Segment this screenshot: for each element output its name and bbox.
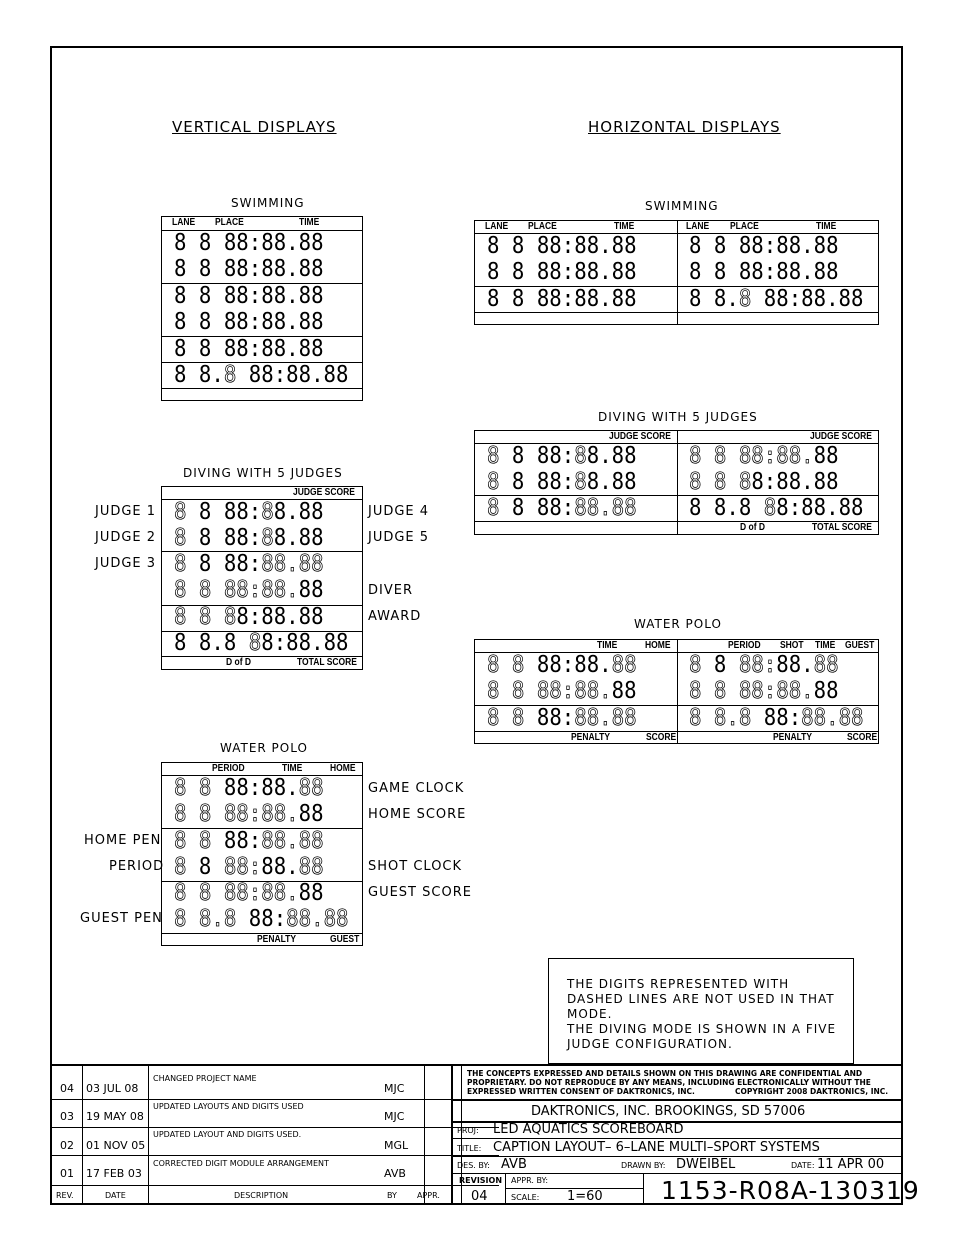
des-by-label: DES. BY:	[457, 1161, 490, 1170]
cap-time: TIME	[299, 217, 320, 228]
display-row: 8 8 88:88.88	[689, 443, 839, 469]
v-diving-header: DIVING WITH 5 JUDGES	[183, 466, 343, 480]
cap-penalty: PENALTY	[571, 732, 611, 743]
display-row: 8 8 88:88.88	[487, 233, 637, 259]
v-polo-panel	[161, 762, 363, 946]
cap-lane: LANE	[172, 217, 196, 228]
cap-total-score: TOTAL SCORE	[812, 522, 872, 533]
drawing-number: 1153-R08A-130319	[661, 1176, 920, 1205]
cap-judge-score: JUDGE SCORE	[609, 431, 671, 442]
cap-time: TIME	[282, 763, 303, 774]
cap-d-of-d: D of D	[226, 657, 252, 668]
display-row: 8 8 88:88.88	[487, 259, 637, 285]
label-award: AWARD	[368, 609, 422, 624]
rev-description: CORRECTED DIGIT MODULE ARRANGEMENT	[153, 1159, 329, 1168]
cap-lane: LANE	[686, 221, 710, 232]
display-row: 8 8 88:88.88	[689, 469, 839, 495]
display-row: 8 8 88:88.88	[174, 828, 324, 854]
rev-date: 17 FEB 03	[86, 1167, 142, 1180]
cap-penalty: PENALTY	[257, 934, 297, 945]
display-row: 8 8.8 88:88.88	[174, 630, 349, 656]
label-judge3: JUDGE 3	[95, 556, 157, 571]
rev-header-by: BY	[387, 1191, 397, 1200]
h-polo-panel	[474, 639, 879, 744]
display-row: 8 8 88:88.88	[689, 233, 839, 259]
rev-description: UPDATED LAYOUT AND DIGITS USED.	[153, 1130, 302, 1139]
rev-header-date: DATE	[105, 1191, 126, 1200]
display-row: 8 8 88:88.88	[174, 604, 324, 630]
rev-description: UPDATED LAYOUTS AND DIGITS USED	[153, 1102, 304, 1111]
cap-time: TIME	[815, 640, 836, 651]
drawing-title: CAPTION LAYOUT– 6–LANE MULTI–SPORT SYSTEMS	[493, 1140, 820, 1155]
cap-place: PLACE	[730, 221, 759, 232]
h-waterpolo-header: WATER POLO	[634, 617, 722, 631]
rev-date: 19 MAY 08	[86, 1110, 144, 1123]
label-home-score: HOME SCORE	[368, 807, 467, 822]
cap-home: HOME	[645, 640, 671, 651]
rev-header-appr: APPR.	[417, 1191, 440, 1200]
label-period: PERIOD	[109, 859, 165, 874]
cap-judge-score: JUDGE SCORE	[293, 487, 355, 498]
cap-score: SCORE	[646, 732, 677, 743]
rev-by: MJC	[384, 1082, 405, 1095]
rev-description: CHANGED PROJECT NAME	[153, 1074, 257, 1083]
rev-number: 01	[60, 1167, 74, 1180]
horizontal-displays-title: HORIZONTAL DISPLAYS	[588, 118, 781, 136]
display-row: 8 8 88:88.88	[689, 678, 839, 704]
rev-by: MJC	[384, 1110, 405, 1123]
legend-note	[548, 958, 854, 1064]
display-row: 8 8 88:88.88	[174, 283, 324, 309]
title-block	[451, 1064, 920, 1205]
label-shot-clock: SHOT CLOCK	[368, 859, 463, 874]
scale-label: SCALE:	[511, 1193, 540, 1202]
cap-judge-score: JUDGE SCORE	[810, 431, 872, 442]
label-home-pen: HOME PEN	[84, 833, 162, 848]
label-diver: DIVER	[368, 583, 413, 598]
label-judge2: JUDGE 2	[95, 530, 157, 545]
h-dive-panel	[474, 430, 879, 535]
cap-place: PLACE	[215, 217, 244, 228]
appr-by-label: APPR. BY:	[511, 1176, 549, 1185]
drawing-date: 11 APR 00	[817, 1157, 885, 1172]
cap-shot: SHOT	[780, 640, 804, 651]
drawn-by-label: DRAWN BY:	[621, 1161, 666, 1170]
display-row: 8 8 88:88.88	[174, 256, 324, 282]
rev-by: AVB	[384, 1167, 406, 1180]
display-row: 8 8 88:88.88	[174, 551, 324, 577]
display-row: 8 8.8 88:88.88	[689, 705, 864, 731]
display-row: 8 8 88:88.88	[174, 880, 324, 906]
project-name: LED AQUATICS SCOREBOARD	[493, 1122, 684, 1137]
display-row: 8 8 88:88.88	[487, 443, 637, 469]
cap-guest: GUEST	[330, 934, 360, 945]
display-row: 8 8.8 88:88.88	[174, 906, 349, 932]
label-judge5: JUDGE 5	[368, 530, 430, 545]
h-swimming-header: SWIMMING	[645, 199, 719, 213]
label-guest-score: GUEST SCORE	[368, 885, 472, 900]
display-row: 8 8 88:88.88	[487, 495, 637, 521]
h-swim-panel	[474, 220, 879, 325]
display-row: 8 8 88:88.88	[174, 336, 324, 362]
title-label: TITLE:	[457, 1144, 482, 1153]
vertical-displays-title: VERTICAL DISPLAYS	[172, 118, 337, 136]
display-row: 8 8 88:88.88	[174, 801, 324, 827]
cap-penalty: PENALTY	[773, 732, 813, 743]
cap-time: TIME	[597, 640, 618, 651]
cap-lane: LANE	[485, 221, 509, 232]
note-dashed-digits: THE DIGITS REPRESENTED WITH DASHED LINES ARE NOT USED IN THAT MODE.	[567, 977, 835, 1021]
display-row: 8 8 88:88.88	[174, 309, 324, 335]
v-dive-panel	[161, 486, 363, 670]
date-label: DATE:	[791, 1161, 815, 1170]
revision-number: 04	[471, 1189, 488, 1204]
copyright: COPYRIGHT 2008 DAKTRONICS, INC.	[735, 1087, 889, 1096]
display-row: 8 8.8 88:88.88	[689, 286, 864, 312]
display-row: 8 8 88:88.88	[487, 286, 637, 312]
rev-by: MGL	[384, 1139, 409, 1152]
rev-number: 03	[60, 1110, 74, 1123]
label-judge4: JUDGE 4	[368, 504, 430, 519]
label-guest-pen: GUEST PEN	[80, 911, 163, 926]
cap-period: PERIOD	[728, 640, 761, 651]
revision-label: REVISION	[459, 1176, 503, 1185]
company-address: DAKTRONICS, INC. BROOKINGS, SD 57006	[531, 1104, 806, 1119]
display-row: 8 8 88:88.88	[174, 499, 324, 525]
display-row: 8 8.8 88:88.88	[689, 495, 864, 521]
display-row: 8 8 88:88.88	[174, 230, 324, 256]
display-row: 8 8.8 88:88.88	[174, 362, 349, 388]
cap-home: HOME	[330, 763, 356, 774]
cap-time: TIME	[614, 221, 635, 232]
designed-by: AVB	[501, 1157, 527, 1172]
rev-number: 04	[60, 1082, 74, 1095]
label-judge1: JUDGE 1	[95, 504, 157, 519]
label-game-clock: GAME CLOCK	[368, 781, 465, 796]
display-row: 8 8 88:88.88	[174, 525, 324, 551]
v-swimming-header: SWIMMING	[231, 196, 305, 210]
display-row: 8 8 88:88.88	[487, 652, 637, 678]
v-swim-panel	[161, 216, 363, 401]
display-row: 8 8 88:88.88	[689, 259, 839, 285]
v-waterpolo-header: WATER POLO	[220, 741, 308, 755]
h-diving-header: DIVING WITH 5 JUDGES	[598, 410, 758, 424]
rev-header-description: DESCRIPTION	[234, 1191, 289, 1200]
display-row: 8 8 88:88.88	[174, 854, 324, 880]
cap-guest: GUEST	[845, 640, 875, 651]
display-row: 8 8 88:88.88	[174, 775, 324, 801]
display-row: 8 8 88:88.88	[487, 705, 637, 731]
note-diving-mode: THE DIVING MODE IS SHOWN IN A FIVE JUDGE CONFIGURATION.	[567, 1022, 837, 1051]
cap-score: SCORE	[847, 732, 878, 743]
rev-number: 02	[60, 1139, 74, 1152]
cap-total-score: TOTAL SCORE	[297, 657, 357, 668]
rev-date: 03 JUL 08	[86, 1082, 139, 1095]
drawn-by: DWEIBEL	[676, 1157, 736, 1172]
display-row: 8 8 88:88.88	[689, 652, 839, 678]
proj-label: PROJ:	[457, 1126, 479, 1135]
rev-date: 01 NOV 05	[86, 1139, 146, 1152]
display-row: 8 8 88:88.88	[487, 469, 637, 495]
rev-header-rev: REV.	[56, 1191, 74, 1200]
cap-period: PERIOD	[212, 763, 245, 774]
confidential-notice: THE CONCEPTS EXPRESSED AND DETAILS SHOWN ON THIS DRAWING ARE CONFIDENTIAL AND PROPRIETARY. DO NOT REPRODUCE BY ANY MEANS, INCLUDING ELECTRONICALLY WITHOUT THE EXPRESSED WRITTEN CONSENT OF DAKTRONICS, INC.	[467, 1069, 871, 1096]
display-row: 8 8 88:88.88	[487, 678, 637, 704]
cap-d-of-d: D of D	[740, 522, 766, 533]
cap-time: TIME	[816, 221, 837, 232]
cap-place: PLACE	[528, 221, 557, 232]
display-row: 8 8 88:88.88	[174, 577, 324, 603]
scale-value: 1=60	[567, 1189, 603, 1204]
revision-table	[50, 1064, 451, 1205]
